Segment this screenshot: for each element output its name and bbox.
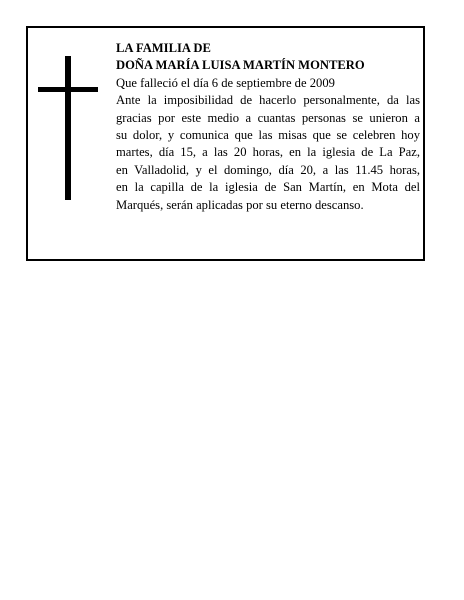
body-line: en la capilla de la iglesia de San Martín, en Mota del xyxy=(116,180,420,195)
cross-icon xyxy=(38,56,100,202)
death-date-line: Que falleció el día 6 de septiembre de 2009 xyxy=(116,75,335,90)
body-line: su dolor, y comunica que las misas que se celebren hoy xyxy=(116,128,420,143)
body-line: martes, día 15, a las 20 horas, en la iglesia de La Paz, xyxy=(116,145,420,160)
cross-vertical-bar xyxy=(65,56,71,200)
body-line: Ante la imposibilidad de hacerlo personalmente, da las xyxy=(116,93,420,108)
body-line: Marqués, serán aplicadas por su eterno descanso. xyxy=(116,197,364,212)
body-line: en Valladolid, y el domingo, día 20, a las 11.45 horas, xyxy=(116,162,420,177)
notice-text xyxy=(116,40,420,214)
heading-deceased-name: DOÑA MARÍA LUISA MARTÍN MONTERO xyxy=(116,58,365,73)
heading-family: LA FAMILIA DE xyxy=(116,41,211,55)
cross-horizontal-bar xyxy=(38,87,98,92)
obituary-notice xyxy=(26,26,425,261)
body-line: gracias por este medio a cuantas personas se unieron a xyxy=(116,110,420,125)
